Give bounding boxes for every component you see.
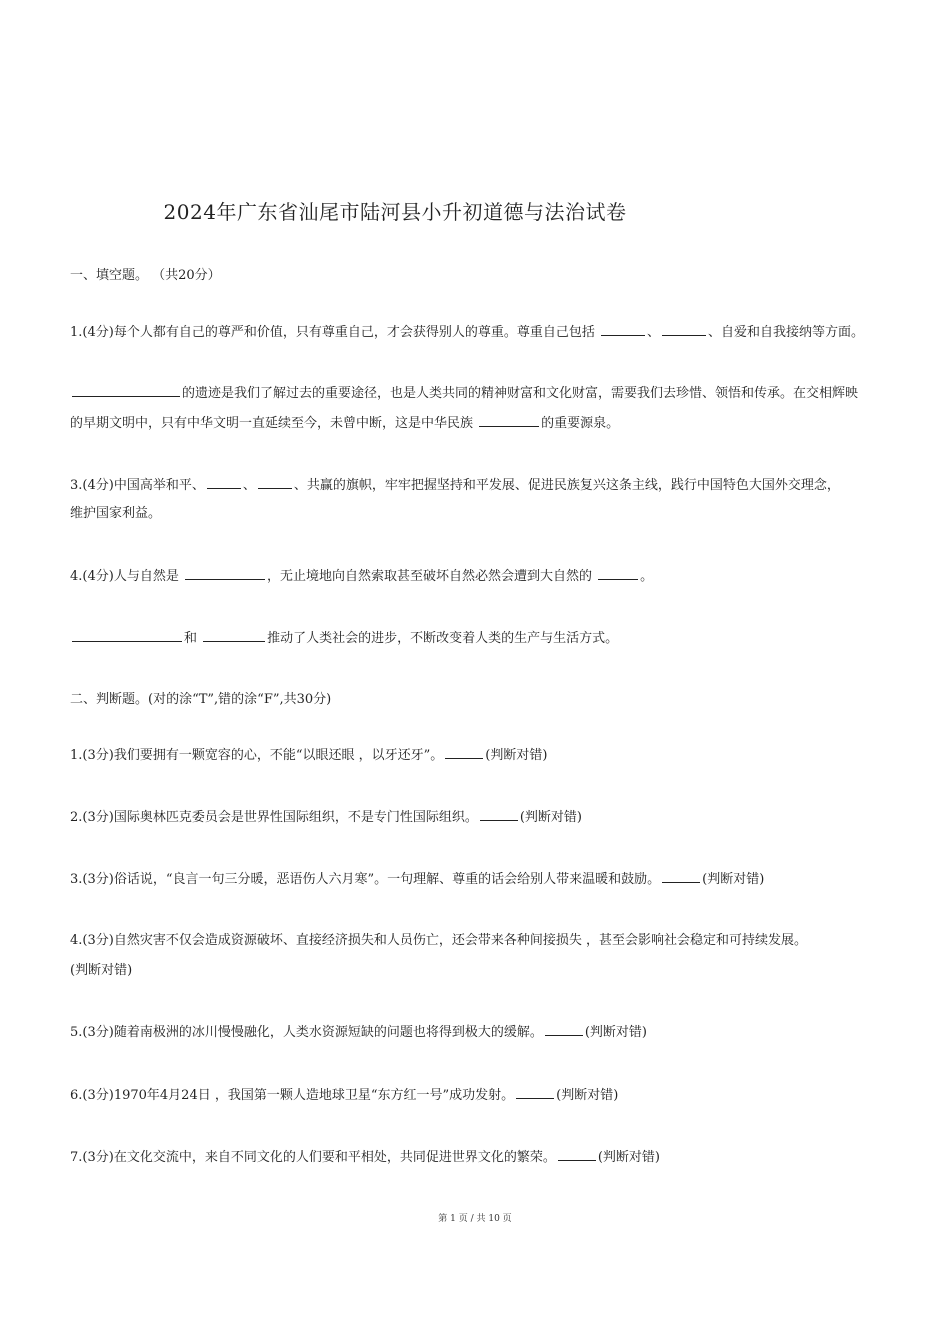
- q2-text-c: 的重要源泉。: [541, 416, 620, 431]
- judge-q2-text: 2.(3分)国际奥林匹克委员会是世界性国际组织，不是专门性国际组织。: [70, 810, 478, 825]
- q4-text-b: ，无止境地向自然索取甚至破坏自然必然会遭到大自然的: [266, 569, 597, 584]
- fill-question-1: [70, 321, 864, 340]
- answer-blank[interactable]: [558, 1148, 596, 1161]
- fill-question-2-line1: [70, 382, 858, 401]
- fill-question-3-line1: [70, 474, 840, 493]
- page-footer: 第 1 页 / 共 10 页: [438, 1214, 512, 1224]
- fill-question-2-line2: [70, 412, 619, 431]
- judge-q7-text: 7.(3分)在文化交流中，来自不同文化的人们要和平相处，共同促进世界文化的繁荣。: [70, 1150, 556, 1165]
- judge-question-5: [70, 1021, 647, 1040]
- q2-text-b: 的早期文明中，只有中华文明一直延续至今，未曾中断，这是中华民族: [70, 416, 478, 431]
- page-title: 2024年广东省汕尾市陆河县小升初道德与法治试卷: [163, 200, 627, 224]
- q1-text-c: 、自爱和自我接纳等方面。: [707, 325, 864, 340]
- section-heading-judge: 二、判断题。(对的涂“T”,错的涂“F”,共30分): [70, 692, 332, 707]
- answer-blank[interactable]: [598, 567, 638, 580]
- answer-blank[interactable]: [445, 746, 483, 759]
- fill-question-4: [70, 565, 653, 584]
- judge-question-3: [70, 868, 764, 887]
- q3-text-a: 3.(4分)中国高举和平、: [70, 478, 205, 493]
- judge-suffix: (判断对错): [584, 1025, 647, 1040]
- judge-suffix: (判断对错): [556, 1088, 619, 1103]
- judge-question-4-line1: 4.(3分)自然灾害不仅会造成资源破坏、直接经济损失和人员伤亡，还会带来各种间接损失 ，甚至会影响社会稳定和可持续发展。: [70, 933, 807, 948]
- judge-suffix: (判断对错): [702, 872, 765, 887]
- judge-q5-text: 5.(3分)随着南极洲的冰川慢慢融化，人类水资源短缺的问题也将得到极大的缓解。: [70, 1025, 543, 1040]
- answer-blank[interactable]: [185, 567, 265, 580]
- judge-question-4-line2: (判断对错): [70, 963, 133, 978]
- answer-blank[interactable]: [516, 1086, 554, 1099]
- judge-question-1: [70, 744, 547, 763]
- q1-text-b: 、: [646, 325, 660, 340]
- judge-question-6: [70, 1084, 618, 1103]
- answer-blank[interactable]: [258, 476, 292, 489]
- judge-question-2: [70, 806, 582, 825]
- q4-text-c: 。: [640, 569, 654, 584]
- answer-blank[interactable]: [662, 870, 700, 883]
- answer-blank[interactable]: [72, 384, 180, 397]
- judge-suffix: (判断对错): [485, 748, 548, 763]
- answer-blank[interactable]: [662, 323, 706, 336]
- answer-blank[interactable]: [207, 476, 241, 489]
- answer-blank[interactable]: [479, 414, 539, 427]
- q5-text-b: 推动了人类社会的进步，不断改变着人类的生产与生活方式。: [267, 631, 619, 646]
- fill-question-3-line2: 维护国家利益。: [70, 506, 162, 521]
- answer-blank[interactable]: [203, 629, 265, 642]
- judge-q3-text: 3.(3分)俗话说，“良言一句三分暖，恶语伤人六月寒”。一句理解、尊重的话会给别人带来温暖和鼓励。: [70, 872, 661, 887]
- q4-text-a: 4.(4分)人与自然是: [70, 569, 183, 584]
- section-heading-fill: 一、填空题。 （共20分）: [70, 268, 221, 283]
- fill-question-5: [70, 627, 618, 646]
- q1-text-a: 1.(4分)每个人都有自己的尊严和价值，只有尊重自己，才会获得别人的尊重。尊重自己包括: [70, 325, 599, 340]
- judge-q1-text: 1.(3分)我们要拥有一颗宽容的心，不能“以眼还眼 ，以牙还牙”。: [70, 748, 444, 763]
- q2-text-a: 的遗迹是我们了解过去的重要途径，也是人类共同的精神财富和文化财富，需要我们去珍惜、领悟和传承。在交相辉映: [182, 386, 859, 401]
- q5-text-a: 和: [184, 631, 202, 646]
- answer-blank[interactable]: [72, 629, 182, 642]
- answer-blank[interactable]: [545, 1023, 583, 1036]
- answer-blank[interactable]: [480, 808, 518, 821]
- judge-q6-text: 6.(3分)1970年4月24日 ，我国第一颗人造地球卫星“东方红一号”成功发射。: [70, 1088, 515, 1103]
- q3-text-b: 、: [242, 478, 256, 493]
- answer-blank[interactable]: [601, 323, 645, 336]
- judge-question-7: [70, 1146, 660, 1165]
- q3-text-c: 、共赢的旗帜，牢牢把握坚持和平发展、促进民族复兴这条主线，践行中国特色大国外交理念，: [293, 478, 840, 493]
- judge-suffix: (判断对错): [597, 1150, 660, 1165]
- judge-suffix: (判断对错): [519, 810, 582, 825]
